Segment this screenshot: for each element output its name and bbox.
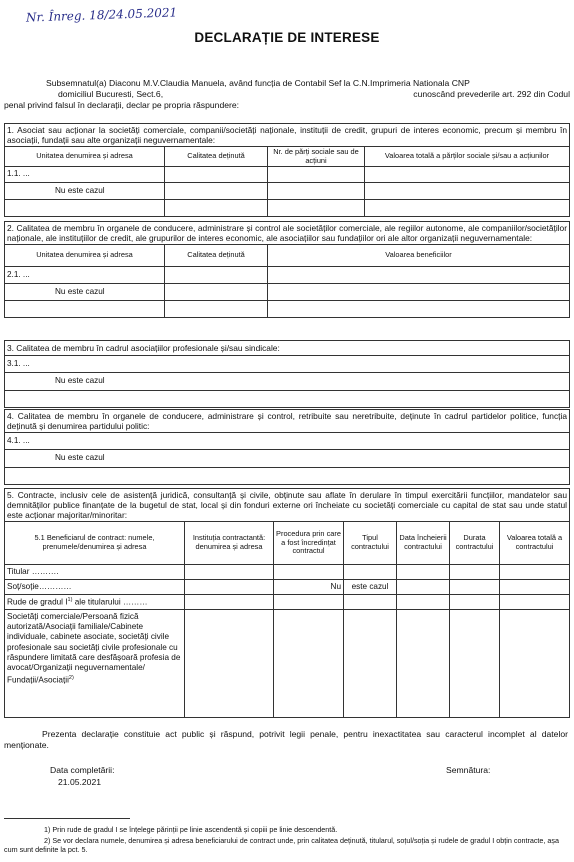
s5-col-type: Tipul contractului [344, 522, 397, 565]
s5-col-procedure: Procedura prin care a fost încredințat contractul [274, 522, 344, 565]
s5-relatives-rest: ale titularului ……… [72, 598, 148, 608]
signature-label: Semnătura: [446, 765, 491, 775]
intro-line-3: penal privind falsul în declarații, declar pe propria răspundere: [4, 100, 240, 110]
footnote-1: 1) Prin rude de gradul I se înțelege părinții pe linie ascendentă și copiii pe linie descendentă. [44, 825, 338, 834]
s5-row-spouse: Soț/soție………… [5, 580, 185, 595]
s3-row-label: 3.1. ... [5, 356, 570, 373]
s1-col-shares: Nr. de părți sociale sau de acțiuni [268, 147, 365, 167]
section-5-heading: 5. Contracte, inclusiv cele de asistență juridică, consultanță și civile, obținute sau aflate în derulare în timpul exercitării funcțiilor, mandatelor sau demnităților publice finanțate de la bugetul de stat, local și din fonduri externe ori încheiate cu societăți comerciale cu capital de stat sau unde statul este acționar majoritar/minoritar: [5, 489, 570, 522]
intro-legal-ref: cunoscând prevederile art. 292 din Codul [413, 89, 570, 99]
s5-row-relatives [5, 595, 185, 610]
section-2-table [4, 221, 570, 318]
s1-row-label: 1.1. ... [5, 167, 165, 183]
section-2-heading: 2. Calitatea de membru în organele de conducere, administrare și control ale societăților comerciale, ale regiilor autonome, ale companiilor/societăților naționale, ale instituțiilor de credit, ale grupurilor de interes economic, ale asociațiilor sau fundațiilor ori ale altor organizații neguvernamentale: [5, 222, 570, 245]
s1-not-applicable: Nu este cazul [5, 183, 165, 200]
footnote-1-ref: 1) [67, 597, 73, 604]
intro-line-2 [4, 89, 570, 100]
s5-companies-label: Societăți comerciale/Persoană fizică autorizată/Asociații familiale/Cabinete individuale, cabinete asociate, societăți civile profesionale sau societăți civile profesionale cu răspundere limitată care desfășoară profesia de avocat/Organizații neguvernamentale/ Fundații/Asociații [7, 612, 181, 685]
s5-col-date: Data încheierii contractului [397, 522, 450, 565]
s5-spouse-nu: Nu [274, 580, 344, 595]
page-title: DECLARAȚIE DE INTERESE [194, 30, 380, 45]
declarant-intro [4, 78, 570, 111]
s4-row-label: 4.1. ... [5, 433, 570, 450]
registration-handwritten-note: Nr. Înreg. 18/24.05.2021 [25, 5, 178, 25]
section-4-table [4, 409, 570, 485]
intro-domicile: domiciliul Bucuresti, Sect.6, [58, 89, 164, 99]
section-4-heading: 4. Calitatea de membru în organele de conducere, administrare și control, retribuite sau neretribuite, deținute în cadrul partidelor politice, funcția deținută și denumirea partidului politic: [5, 410, 570, 433]
s3-not-applicable: Nu este cazul [5, 373, 570, 391]
section-1-table [4, 123, 570, 217]
s5-col-duration: Durata contractului [450, 522, 500, 565]
intro-line-1: Subsemnatul(a) Diaconu M.V.Claudia Manuela, având funcția de Contabil Sef la C.N.Imprimeria Nationala CNP [46, 78, 470, 88]
s1-col-role: Calitatea deținută [165, 147, 268, 167]
s2-col-role: Calitatea deținută [165, 245, 268, 267]
footnote-2-ref: 2) [68, 675, 74, 682]
section-3-table [4, 340, 570, 408]
s1-col-unit: Unitatea denumirea și adresa [5, 147, 165, 167]
section-1-heading: 1. Asociat sau acționar la societăți comerciale, companii/societăți naționale, instituții de credit, grupuri de interes economic, precum și membru în asociații, fundații sau alte organizații neguvernamentale: [5, 124, 570, 147]
footnote-divider [4, 818, 130, 819]
s2-not-applicable: Nu este cazul [5, 284, 165, 301]
s5-col-value: Valoarea totală a contractului [500, 522, 570, 565]
s2-col-benefits: Valoarea beneficiilor [268, 245, 570, 267]
section-3-heading: 3. Calitatea de membru în cadrul asociațiilor profesionale și/sau sindicale: [5, 341, 570, 356]
section-5-table [4, 488, 570, 718]
s4-not-applicable: Nu este cazul [5, 450, 570, 468]
s5-relatives-label: Rude de gradul I [7, 598, 68, 608]
footnote-2: 2) Se vor declara numele, denumirea și adresa beneficiarului de contract unde, prin calitatea deținută, titularul, soțul/soția și rudele de gradul I obțin contracte, așa cum sunt definite la pct. 5. [4, 836, 560, 854]
s5-row-titular: Titular ………. [5, 565, 185, 580]
s5-spouse-este-cazul: este cazul [344, 580, 397, 595]
date-label: Data completării: [50, 765, 115, 775]
s5-col-beneficiary: 5.1 Beneficiarul de contract: numele, prenumele/denumirea și adresa [5, 522, 185, 565]
date-value: 21.05.2021 [58, 777, 102, 787]
s2-row-label: 2.1. ... [5, 267, 165, 284]
s5-row-companies [5, 610, 185, 718]
closing-statement: Prezenta declarație constituie act public și răspund, potrivit legii penale, pentru inexactitatea sau caracterul incomplet al datelor menționate. [4, 729, 568, 750]
s2-col-unit: Unitatea denumirea și adresa [5, 245, 165, 267]
s1-col-value: Valoarea totală a părților sociale și/sau a acțiunilor [365, 147, 570, 167]
s5-col-institution: Instituția contractantă: denumirea și adresa [185, 522, 274, 565]
